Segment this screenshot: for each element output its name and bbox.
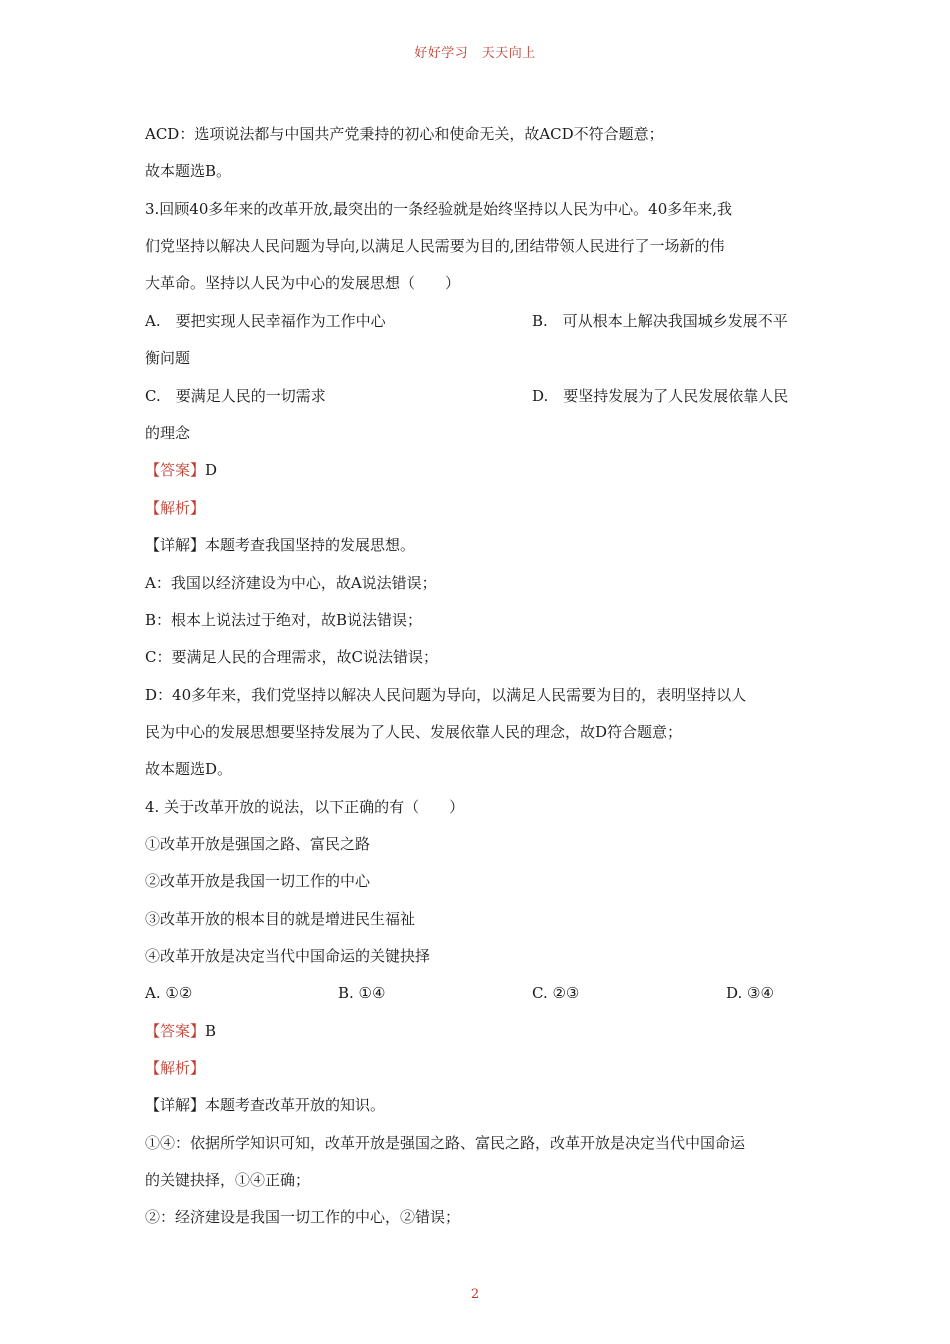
q3-detail-4: C：要满足人民的合理需求，故C说法错误； <box>145 648 438 666</box>
answer-value: D <box>205 461 218 479</box>
q4-answer <box>145 1021 216 1041</box>
q3-analysis-label: 【解析】 <box>145 499 206 517</box>
q3-detail-6: 民为中心的发展思想要坚持发展为了人民、发展依靠人民的理念，故D符合题意； <box>145 723 683 741</box>
q4-option-b: B. ①④ <box>338 984 386 1002</box>
page-number: 2 <box>470 1287 480 1302</box>
q3-option-b-cont: 衡问题 <box>145 349 191 367</box>
answer-label: 【答案】 <box>145 1022 206 1040</box>
q3-answer <box>145 460 217 480</box>
q4-detail-4: ②：经济建设是我国一切工作的中心，②错误； <box>145 1208 461 1226</box>
q3-detail-3: B：根本上说法过于绝对，故B说法错误； <box>145 611 423 629</box>
q4-statement-1: ①改革开放是强国之路、富民之路 <box>145 835 371 853</box>
prev-conclusion: 故本题选B。 <box>145 162 232 180</box>
q3-stem-line-2: 们党坚持以解决人民问题为导向,以满足人民需要为目的,团结带领人民进行了一场新的伟 <box>145 237 725 255</box>
q3-detail-5: D：40多年来，我们党坚持以解决人民问题为导向，以满足人民需要为目的，表明坚持以人 <box>145 686 747 704</box>
q4-detail-1: 【详解】本题考查改革开放的知识。 <box>145 1096 386 1114</box>
q3-detail-2: A：我国以经济建设为中心，故A说法错误； <box>145 574 437 592</box>
q4-option-d: D. ③④ <box>726 984 774 1002</box>
q4-stem: 4. 关于改革开放的说法，以下正确的有（ ） <box>145 798 465 816</box>
q3-stem-line-3: 大革命。坚持以人民为中心的发展思想（ ） <box>145 274 461 292</box>
q3-option-d: D. 要坚持发展为了人民发展依靠人民 <box>532 387 789 405</box>
q4-detail-2: ①④：依据所学知识可知，改革开放是强国之路、富民之路，改革开放是决定当代中国命运 <box>145 1134 746 1152</box>
q3-option-c: C. 要满足人民的一切需求 <box>145 387 326 405</box>
q3-option-a: A. 要把实现人民幸福作为工作中心 <box>145 312 386 330</box>
q4-statement-3: ③改革开放的根本目的就是增进民生福祉 <box>145 910 416 928</box>
q4-option-c: C. ②③ <box>532 984 580 1002</box>
q3-stem-line-1: 3.回顾40多年来的改革开放,最突出的一条经验就是始终坚持以人民为中心。40多年来,我 <box>145 200 733 218</box>
q3-option-b: B. 可从根本上解决我国城乡发展不平 <box>532 312 788 330</box>
q4-statement-4: ④改革开放是决定当代中国命运的关键抉择 <box>145 947 431 965</box>
page-header: 好好学习 天天向上 <box>414 46 536 61</box>
q3-option-d-cont: 的理念 <box>145 424 191 442</box>
q4-statement-2: ②改革开放是我国一切工作的中心 <box>145 872 371 890</box>
q4-analysis-label: 【解析】 <box>145 1059 206 1077</box>
q4-detail-3: 的关键抉择，①④正确； <box>145 1171 311 1189</box>
q4-option-a: A. ①② <box>145 984 193 1002</box>
answer-label: 【答案】 <box>145 461 206 479</box>
answer-value: B <box>205 1022 217 1040</box>
q3-detail-7: 故本题选D。 <box>145 760 233 778</box>
q3-detail-1: 【详解】本题考查我国坚持的发展思想。 <box>145 536 416 554</box>
prev-analysis-line: ACD：选项说法都与中国共产党秉持的初心和使命无关，故ACD不符合题意； <box>145 125 664 143</box>
